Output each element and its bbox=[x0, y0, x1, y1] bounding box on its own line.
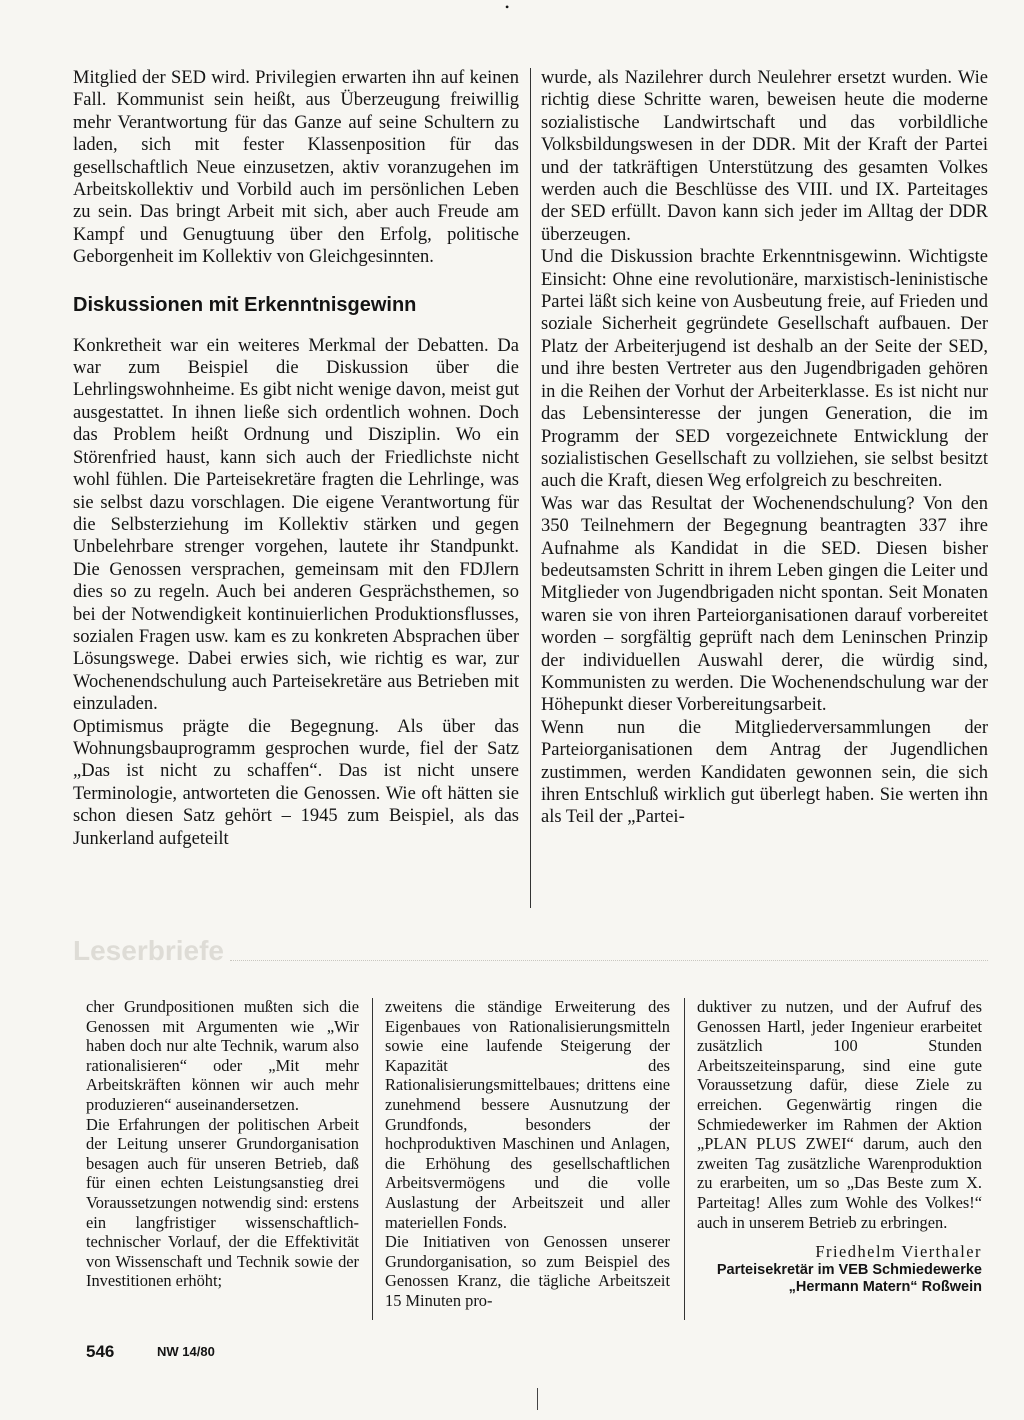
signature-name: Friedhelm Vierthaler bbox=[815, 1242, 982, 1262]
section-subheading: Diskussionen mit Erkenntnisgewinn bbox=[73, 293, 417, 316]
letter-column-1 bbox=[86, 997, 359, 1291]
column-divider bbox=[372, 998, 373, 1320]
letter-column-2 bbox=[385, 997, 670, 1311]
article-column-left bbox=[73, 67, 519, 850]
article-paragraph: Optimismus prägte die Begegnung. Als über das Wohnungsbauprogramm gesprochen wurde, fiel der Satz „Das ist nicht zu schaffen“. Das ist nicht unsere Terminologie, antworteten die Genossen. Wie oft hätten sie schon diesen Satz gehört – 1945 zum Beispiel, als das Junkerland aufgeteilt bbox=[73, 716, 519, 849]
letter-paragraph: cher Grundpositionen mußten sich die Genossen mit Argumenten wie „Wir haben doch nur alte Technik, warum also rationalisieren“ oder „Mit mehr Arbeitskräften können wir auch mehr produzieren“ auseinandersetzen. bbox=[86, 997, 359, 1114]
issue-reference: NW 14/80 bbox=[157, 1344, 215, 1359]
article-column-right bbox=[541, 67, 988, 829]
page-number: 546 bbox=[86, 1342, 115, 1361]
article-paragraph: Konkretheit war ein weiteres Merkmal der Debatten. Da war zum Beispiel die Diskussion über die Lehrlingswohnheime. Es gibt nicht wenige davon, meist gut ausgestattet. In ihnen ließe sich ordentlich wohnen. Doch das Problem heißt Ordnung und Disziplin. Wo ein Störenfried haust, kann sich auch der Friedlichste nicht wohl fühlen. Die Parteisekretäre fragten die Lehrlinge, was sie selbst dazu vorschlagen. Die eigene Verantwortung für die Selbsterziehung im Kollektiv stärken und gegen Unbelehrbare strenger vorgehen, lautete ihr Standpunkt. Die Genossen versprachen, gemeinsam mit den FDJlern dies so zu regeln. Auch bei anderen Gesprächsthemen, so bei der Notwendigkeit kontinuierlichen Produktionsflusses, sozialen Fragen usw. kam es zu konkreten Absprachen über Lösungswege. Dabei erwies sich, wie richtig es war, zur Wochenendschulung auch Parteisekretäre aus Betrieben mit einzuladen. bbox=[73, 335, 519, 715]
article-paragraph: Wenn nun die Mitgliederversammlungen der Parteiorganisationen dem Antrag der Jugendlichen zustimmen, werden Kandidaten gewonnen sein, die sich ihren Entschluß wirklich gut überlegt haben. Sie werten ihn als Teil der „Partei- bbox=[541, 717, 988, 828]
article-paragraph: Was war das Resultat der Wochenendschulung? Von den 350 Teilnehmern der Begegnung beantragten 337 ihre Aufnahme als Kandidat in die SED. Diesen bisher bedeutsamsten Schritt in ihrem Leben gingen die Leiter und Mitglieder von Jugendbrigaden nicht spontan. Seit Monaten waren sie von ihren Parteiorganisationen darauf vorbereitet worden – sorgfältig geprüft nach dem Leninschen Prinzip der individuellen Auswahl derer, die würdig sind, Kommunisten zu werden. Die Wochenendschulung war der Höhepunkt dieser Vorbereitungsarbeit. bbox=[541, 493, 988, 716]
scan-mark: • bbox=[505, 0, 510, 14]
article-paragraph: Mitglied der SED wird. Privilegien erwarten ihn auf keinen Fall. Kommunist sein heißt, aus Überzeugung freiwillig mehr Verantwortung für das Ganze auf seine Schultern zu laden, sich mit fester Klassenposition für das gesellschaftlich Neue einzusetzen, aktiv voranzugehen im Arbeitskollektiv und Vorbild auch im persönlichen Leben zu sein. Das bringt Arbeit mit sich, aber auch Freude am Kampf und Genugtuung über den Erfolg, politische Geborgenheit im Kollektiv von Gleichgesinnten. bbox=[73, 68, 519, 268]
article-paragraph: wurde, als Nazilehrer durch Neulehrer ersetzt wurden. Wie richtig diese Schritte waren, beweisen heute die moderne sozialistische Landwirtschaft und das vorbildliche Volksbildungswesen in der DDR. Mit der Kraft der Partei und der tatkräftigen Unterstützung des gesamten Volkes werden auch die Beschlüsse des VIII. und IX. Parteitages der SED erfüllt. Davon kann sich jeder im Alltag der DDR überzeugen. bbox=[541, 68, 988, 245]
letter-paragraph: zweitens die ständige Erweiterung des Eigenbaues von Rationalisierungsmitteln sowie eine laufende Steigerung der Kapazität des Rationalisierungsmittelbaues; drittens eine zunehmend bessere Ausnutzung der Grundfonds, besonders der hochproduktiven Maschinen und Anlagen, die Erhöhung des gesellschaftlichen Arbeitsvermögens und die volle Auslastung der Arbeitszeit und aller materiellen Fonds. bbox=[385, 997, 670, 1232]
article-paragraph: Und die Diskussion brachte Erkenntnisgewinn. Wichtigste Einsicht: Ohne eine revolutionäre, marxistisch-leninistische Partei läßt sich keine von Ausbeutung freie, auf Frieden und soziale Sicherheit gegründete Gesellschaft aufbauen. Der Platz der Arbeiterjugend ist deshalb an der Seite der SED, und ihre besten Vertreter aus den Jugendbrigaden gehören in die Reihen der Vorhut der Arbeiterklasse. Es ist nicht nur das Lebensinteresse der jungen Generation, die im Programm der SED vorgezeichnete Entwicklung der sozialistischen Gesellschaft zu vollziehen, sie selbst besitzt auch die Kraft, diesen Weg erfolgreich zu beschreiten. bbox=[541, 247, 988, 492]
letter-paragraph: duktiver zu nutzen, und der Aufruf des Genossen Hartl, jeder Ingenieur erarbeitet zusätzlich 100 Stunden Arbeitszeiteinsparung, sind eine gute Voraussetzung dafür, diese Ziele zu erreichen. Gegenwärtig ringen die Schmiedewerker im Rahmen der Aktion „PLAN PLUS ZWEI“ darum, auch den zweiten Tag zusätzliche Warenproduktion zu erarbeiten, um so „Das Beste zum X. Parteitag! Alles zum Wohle des Volkes!“ auch in unserem Betrieb zu erbringen. bbox=[697, 997, 982, 1232]
scan-mark bbox=[537, 1388, 538, 1410]
column-divider bbox=[684, 998, 685, 1320]
section-rule bbox=[230, 960, 988, 962]
letter-paragraph: Die Initiativen von Genossen unserer Grundorganisation, so zum Beispiel des Genossen Kranz, die tägliche Arbeitszeit 15 Minuten pro- bbox=[385, 1232, 670, 1310]
signature-role: Parteisekretär im VEB Schmiedewerke bbox=[716, 1261, 982, 1278]
letter-column-3 bbox=[697, 997, 982, 1296]
letters-section-label: Leserbriefe bbox=[73, 935, 224, 966]
signature-organization: „Hermann Matern“ Roßwein bbox=[788, 1278, 982, 1295]
letter-paragraph: Die Erfahrungen der politischen Arbeit der Leitung unserer Grundorganisation besagen auch für unseren Betrieb, daß für einen echten Leistungsanstieg drei Voraussetzungen notwendig sind: erstens ein langfristiger wissenschaftlich-technischer Vorlauf, der die Effektivität von Wissenschaft und Technik sowie der Investitionen erhöht; bbox=[86, 1114, 359, 1291]
column-divider bbox=[530, 68, 531, 908]
